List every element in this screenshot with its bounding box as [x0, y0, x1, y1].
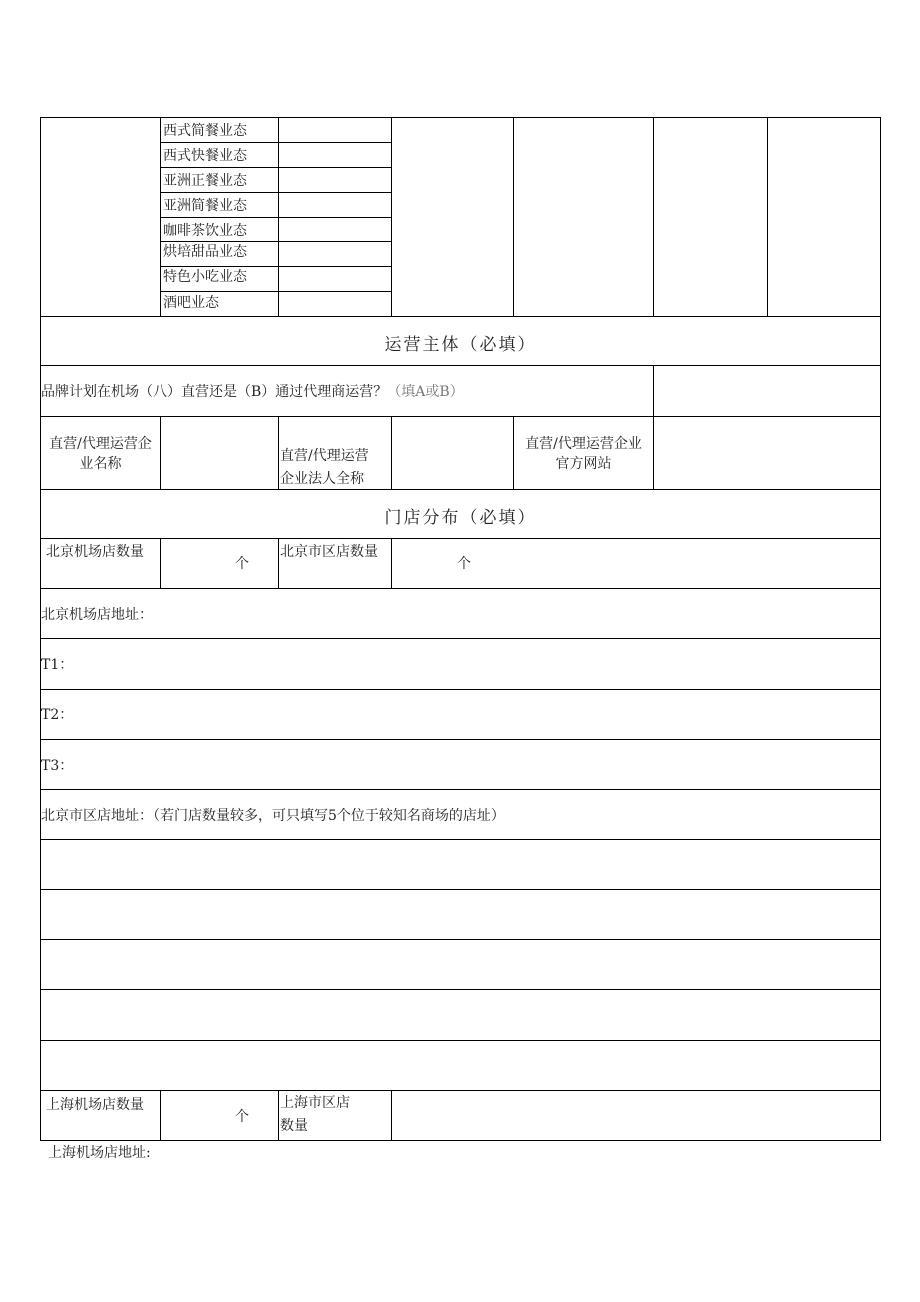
operation-mode-hint: （填A或B）: [387, 384, 464, 400]
website-input-cell[interactable]: [654, 417, 880, 489]
format-input-cell[interactable]: [279, 242, 391, 266]
store-section-title: 门店分布（必填）: [384, 508, 537, 528]
legal-name-input-cell[interactable]: [392, 417, 513, 489]
bj-city-address-row[interactable]: [41, 1041, 880, 1090]
format-item: 西式简餐业态: [163, 123, 247, 139]
format-input-cell[interactable]: [279, 168, 391, 192]
bj-city-count-unit: 个: [457, 556, 471, 572]
sh-airport-count-unit: 个: [235, 1109, 249, 1125]
sh-airport-address-label: 上海机场店地址:: [48, 1145, 151, 1161]
format-item: 亚洲正餐业态: [163, 173, 247, 189]
bj-city-address-row[interactable]: [41, 990, 880, 1040]
format-input-cell[interactable]: [279, 267, 391, 291]
bj-city-address-row[interactable]: [41, 840, 880, 889]
format-item: 咖啡茶饮业态: [163, 223, 247, 239]
format-item: 酒吧业态: [163, 295, 219, 311]
format-input-cell[interactable]: [279, 218, 391, 241]
bj-airport-count-label: 北京机场店数量: [46, 544, 144, 560]
bj-city-address-label: 北京市区店地址：（若门店数量较多，可只填写5个位于较知名商场的店址）: [41, 808, 505, 824]
sh-city-count-label-line: 上海市区店: [280, 1095, 350, 1111]
sh-city-count-input[interactable]: [392, 1091, 880, 1140]
bj-airport-address-label: 北京机场店地址：: [41, 607, 153, 623]
company-name-input-cell[interactable]: [161, 417, 278, 489]
legal-name-label-line: 企业法人全称: [280, 471, 364, 487]
format-item: 特色小吃业态: [163, 269, 247, 285]
legal-name-label: [280, 445, 391, 491]
legal-name-label-line: 直营/代理运营: [280, 448, 369, 464]
bj-city-count-label: 北京市区店数量: [280, 544, 378, 560]
bj-city-count-input[interactable]: [392, 539, 880, 588]
format-input-cell[interactable]: [279, 143, 391, 167]
bj-airport-count-input[interactable]: [161, 539, 278, 588]
terminal-t3-label: T3：: [41, 758, 74, 774]
sh-city-count-label: [280, 1092, 391, 1138]
website-label-line: 官方网站: [555, 456, 612, 472]
format-item: 西式快餐业态: [163, 148, 247, 164]
company-name-label-line: 业名称: [79, 456, 122, 472]
terminal-t1-label: T1：: [41, 657, 74, 673]
sh-city-count-label-line: 数量: [280, 1118, 308, 1134]
company-name-label: [41, 434, 160, 474]
format-item: 亚洲简餐业态: [163, 198, 247, 214]
operation-mode-answer-cell[interactable]: [654, 366, 880, 416]
operation-mode-question: [41, 383, 464, 401]
website-label-line: 直营/代理运营企业: [525, 436, 642, 452]
operator-section-title: 运营主体（必填）: [384, 335, 537, 355]
bj-city-address-row[interactable]: [41, 890, 880, 939]
bj-city-address-row[interactable]: [41, 940, 880, 989]
bj-airport-count-unit: 个: [235, 556, 249, 572]
format-input-cell[interactable]: [279, 193, 391, 217]
format-input-cell[interactable]: [279, 118, 391, 142]
operation-mode-question-text: 品牌计划在机场（八）直营还是（B）通过代理商运营？: [41, 384, 388, 400]
sh-airport-count-input[interactable]: [161, 1091, 278, 1140]
format-input-cell[interactable]: [279, 292, 391, 316]
website-label: [514, 434, 653, 474]
sh-airport-count-label: 上海机场店数量: [46, 1097, 144, 1113]
company-name-label-line: 直营/代理运营企: [49, 436, 152, 452]
terminal-t2-label: T2：: [41, 707, 74, 723]
format-item: 烘培甜品业态: [163, 244, 247, 260]
